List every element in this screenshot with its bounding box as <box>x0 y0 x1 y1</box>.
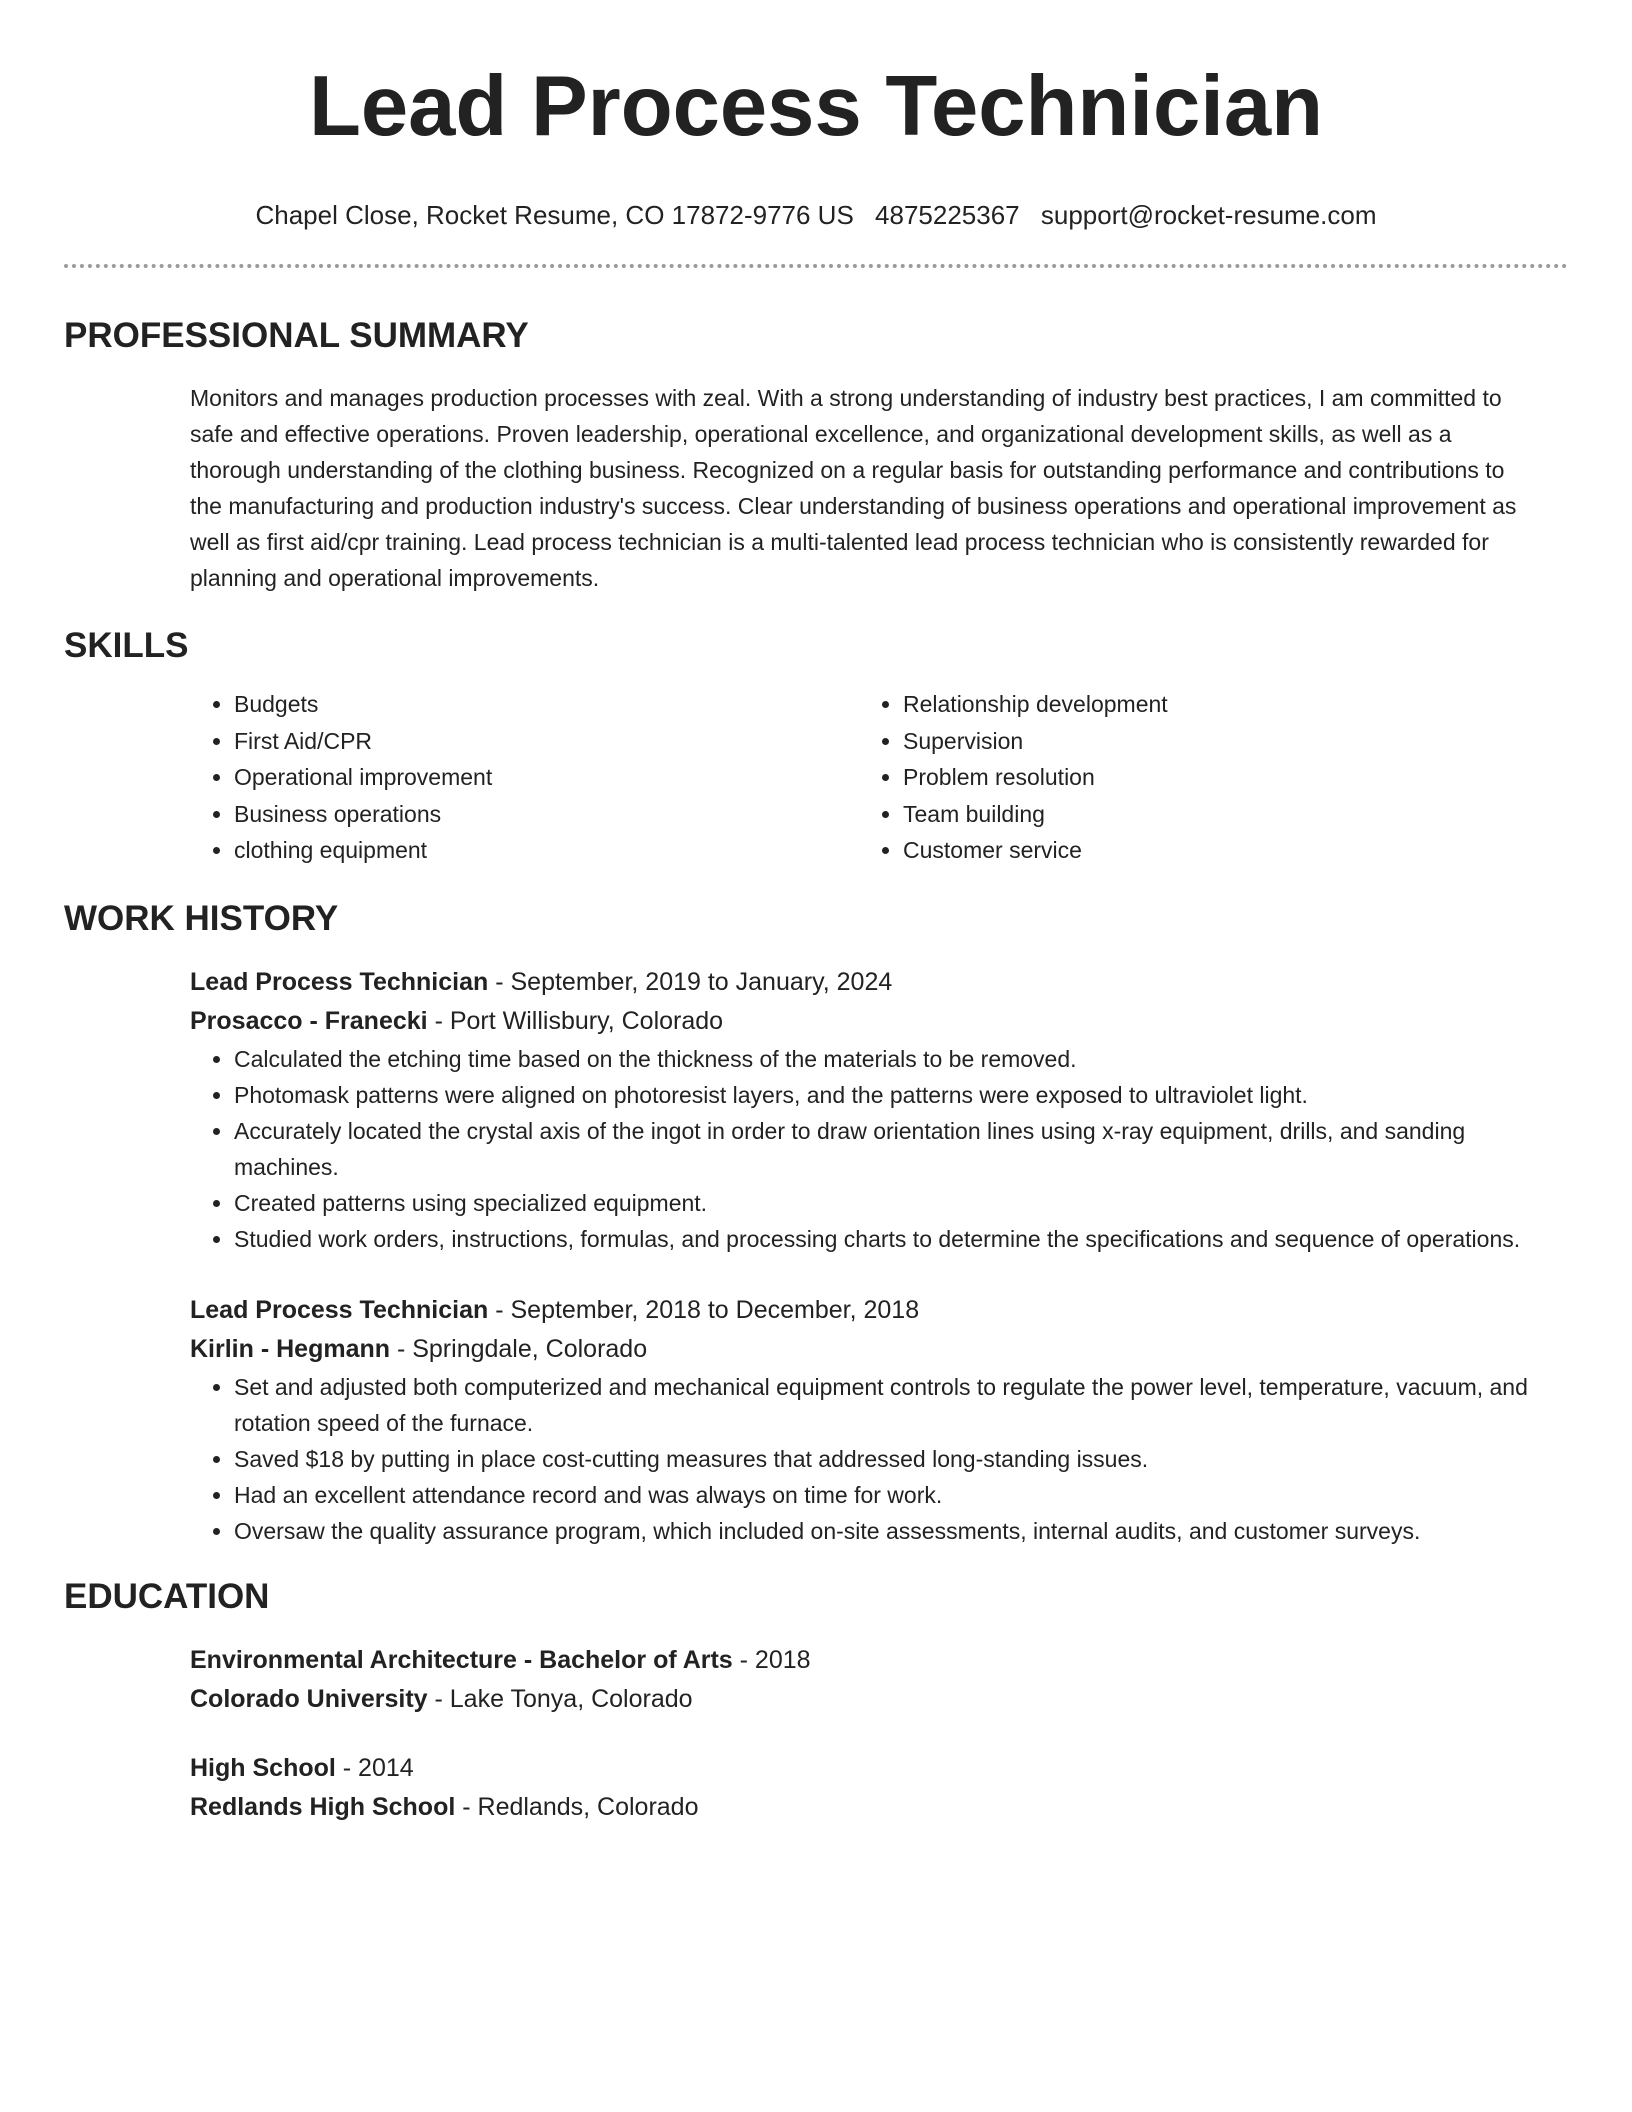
job-bullet: • Accurately located the crystal axis of the ingot in order to draw orientation lines using x-ray equipment, drills, and sanding machines. <box>234 1113 1528 1185</box>
skill-item: • First Aid/CPR <box>234 723 859 760</box>
job-bullet-list <box>190 1041 1528 1257</box>
summary-section <box>64 314 1568 596</box>
skill-item: • Operational improvement <box>234 759 859 796</box>
education-degree-line <box>190 1749 1528 1788</box>
education-degree: High School <box>190 1753 336 1782</box>
education-school: Colorado University <box>190 1684 428 1713</box>
skill-item: • Supervision <box>903 723 1528 760</box>
work-heading: WORK HISTORY <box>64 898 339 938</box>
skill-item: • Team building <box>903 796 1528 833</box>
skill-item: • Business operations <box>234 796 859 833</box>
job-entry <box>190 963 1528 1257</box>
job-company: Prosacco - Franecki <box>190 1006 428 1035</box>
contact-address: Chapel Close, Rocket Resume, CO 17872-9776 US <box>255 200 854 230</box>
job-dates: - September, 2018 to December, 2018 <box>488 1295 920 1324</box>
job-entry <box>190 1291 1528 1549</box>
contact-email: support@rocket-resume.com <box>1040 200 1377 230</box>
skill-item: • clothing equipment <box>234 832 859 869</box>
education-school-line <box>190 1680 1528 1719</box>
education-entry <box>190 1749 1528 1827</box>
education-heading: EDUCATION <box>64 1576 270 1616</box>
skill-item: • Relationship development <box>903 686 1528 723</box>
job-title-line <box>190 1291 1528 1330</box>
job-role: Lead Process Technician <box>190 967 489 996</box>
education-entry <box>190 1641 1528 1719</box>
skill-item: • Problem resolution <box>903 759 1528 796</box>
job-company: Kirlin - Hegmann <box>190 1334 391 1363</box>
summary-text: Monitors and manages production processes with zeal. With a strong understanding of industry best practices, I am committed to safe and effective operations. Proven leadership, operational excellence, and organizational development skills, as well as a thorough understanding of the clothing business. Recognized on a regular basis for outstanding performance and contributions to the manufacturing and production industry's success. Clear understanding of business operations and operational improvement as well as first aid/cpr training. Lead process technician is a multi-talented lead process technician who is consistently rewarded for planning and operational improvements. <box>190 385 1517 591</box>
contact-phone: 4875225367 <box>875 200 1020 230</box>
job-company-line <box>190 1330 1528 1369</box>
contact-info <box>64 198 1568 232</box>
skills-grid <box>190 686 1528 869</box>
job-dates: - September, 2019 to January, 2024 <box>488 967 893 996</box>
resume-title: Lead Process Technician <box>308 59 1324 154</box>
education-location: - Lake Tonya, Colorado <box>427 1684 693 1713</box>
education-degree-line <box>190 1641 1528 1680</box>
skills-column-left <box>190 686 859 869</box>
job-bullet: • Set and adjusted both computerized and mechanical equipment controls to regulate the power level, temperature, vacuum, and rotation speed of the furnace. <box>234 1369 1528 1441</box>
skills-column-right <box>859 686 1528 869</box>
summary-heading: PROFESSIONAL SUMMARY <box>64 316 529 355</box>
education-section <box>64 1575 1568 1827</box>
job-bullet: • Had an excellent attendance record and was always on time for work. <box>234 1477 1528 1513</box>
job-bullet: • Calculated the etching time based on the thickness of the materials to be removed. <box>234 1041 1528 1077</box>
job-bullet: • Created patterns using specialized equipment. <box>234 1185 1528 1221</box>
education-year: - 2014 <box>335 1753 414 1782</box>
job-bullet: • Studied work orders, instructions, formulas, and processing charts to determine the specifications and sequence of operations. <box>234 1221 1528 1257</box>
skills-heading: SKILLS <box>64 626 189 665</box>
education-location: - Redlands, Colorado <box>455 1792 699 1821</box>
education-year: - 2018 <box>732 1645 811 1674</box>
job-title-line <box>190 963 1528 1002</box>
job-bullet: • Oversaw the quality assurance program, which included on-site assessments, internal audits, and customer surveys. <box>234 1513 1528 1549</box>
work-section <box>64 897 1568 1549</box>
education-school-line <box>190 1788 1528 1827</box>
job-company-line <box>190 1002 1528 1041</box>
skills-section <box>64 624 1568 869</box>
job-bullet: • Photomask patterns were aligned on photoresist layers, and the patterns were exposed to ultraviolet light. <box>234 1077 1528 1113</box>
skill-item: • Budgets <box>234 686 859 723</box>
skill-item: • Customer service <box>903 832 1528 869</box>
education-degree: Environmental Architecture - Bachelor of Arts <box>190 1645 733 1674</box>
job-location: - Springdale, Colorado <box>390 1334 648 1363</box>
header-divider <box>64 264 1568 268</box>
job-role: Lead Process Technician <box>190 1295 489 1324</box>
education-school: Redlands High School <box>190 1792 456 1821</box>
job-location: - Port Willisbury, Colorado <box>427 1006 724 1035</box>
job-bullet: • Saved $18 by putting in place cost-cutting measures that addressed long-standing issues. <box>234 1441 1528 1477</box>
job-bullet-list <box>190 1369 1528 1549</box>
